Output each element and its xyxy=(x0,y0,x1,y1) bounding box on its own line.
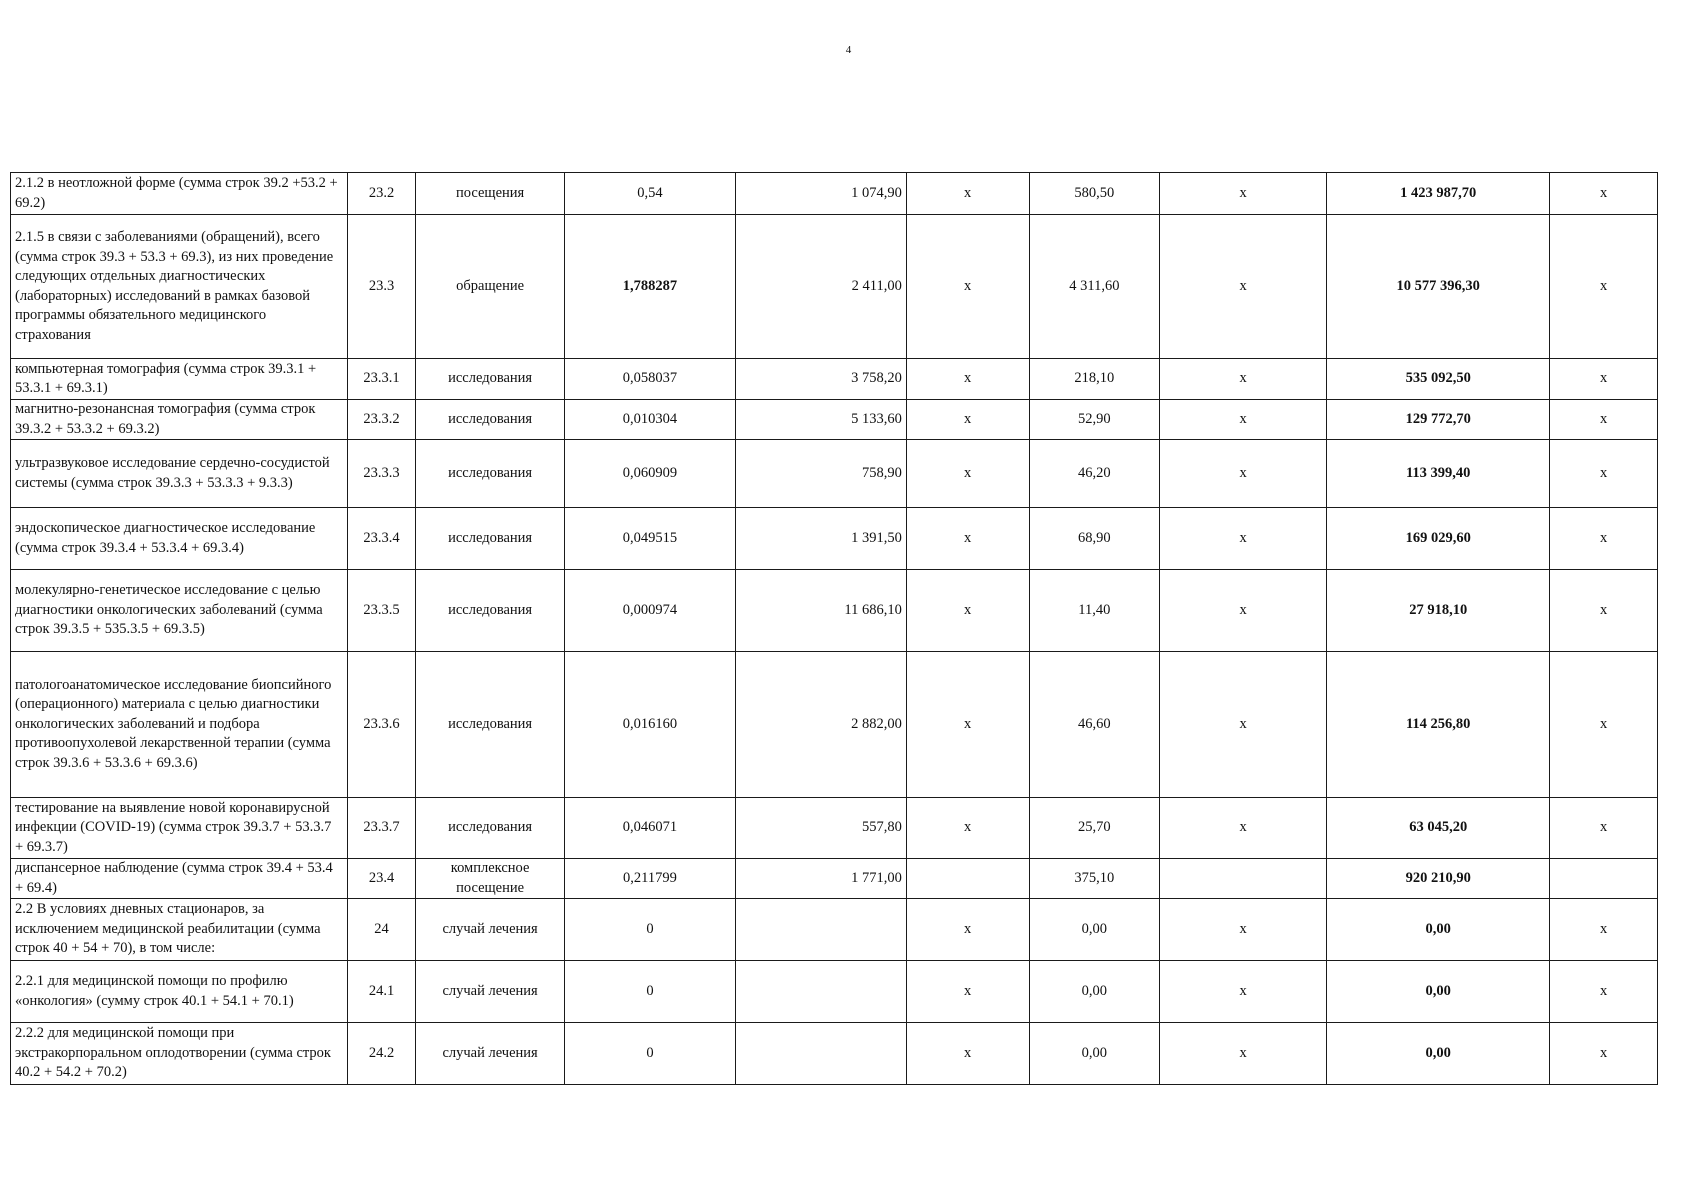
row-x-1: x xyxy=(906,508,1029,570)
row-code: 23.3.4 xyxy=(347,508,415,570)
row-cost: 758,90 xyxy=(735,440,906,508)
row-cost: 1 391,50 xyxy=(735,508,906,570)
row-name: 2.2.1 для медицинской помощи по профилю «онкология» (сумму строк 40.1 + 54.1 + 70.1) xyxy=(11,961,348,1023)
row-value: 52,90 xyxy=(1029,400,1160,440)
row-x-3: x xyxy=(1550,359,1658,400)
row-unit: исследования xyxy=(416,508,565,570)
row-x-2: x xyxy=(1160,440,1327,508)
row-norm: 0,54 xyxy=(565,173,736,215)
row-unit: исследования xyxy=(416,400,565,440)
row-norm: 0,060909 xyxy=(565,440,736,508)
table-row xyxy=(11,570,1658,652)
row-norm: 0,016160 xyxy=(565,652,736,798)
row-norm: 0,010304 xyxy=(565,400,736,440)
row-x-1: x xyxy=(906,899,1029,961)
table-row xyxy=(11,400,1658,440)
row-name: диспансерное наблюдение (сумма строк 39.4 + 53.4 + 69.4) xyxy=(11,859,348,899)
row-x-2: x xyxy=(1160,173,1327,215)
row-norm: 0,049515 xyxy=(565,508,736,570)
row-cost: 557,80 xyxy=(735,798,906,859)
row-x-3: x xyxy=(1550,1023,1658,1085)
row-unit: исследования xyxy=(416,440,565,508)
row-unit: исследования xyxy=(416,570,565,652)
row-name: 2.2.2 для медицинской помощи при экстракорпоральном оплодотворении (сумма строк 40.2 + 54.2 + 70.2) xyxy=(11,1023,348,1085)
row-x-3: x xyxy=(1550,215,1658,359)
table-row xyxy=(11,440,1658,508)
row-value: 4 311,60 xyxy=(1029,215,1160,359)
row-name: ультразвуковое исследование сердечно-сосудистой системы (сумма строк 39.3.3 + 53.3.3 + 9.3.3) xyxy=(11,440,348,508)
row-norm: 0,046071 xyxy=(565,798,736,859)
row-value: 218,10 xyxy=(1029,359,1160,400)
row-unit: исследования xyxy=(416,798,565,859)
row-x-1: x xyxy=(906,400,1029,440)
row-x-2: x xyxy=(1160,899,1327,961)
financing-table xyxy=(10,172,1658,1085)
row-unit: исследования xyxy=(416,359,565,400)
row-code: 24 xyxy=(347,899,415,961)
table-row xyxy=(11,798,1658,859)
row-sum: 0,00 xyxy=(1327,1023,1550,1085)
row-sum: 114 256,80 xyxy=(1327,652,1550,798)
row-cost: 2 411,00 xyxy=(735,215,906,359)
row-sum: 27 918,10 xyxy=(1327,570,1550,652)
row-x-1: x xyxy=(906,215,1029,359)
row-x-3: x xyxy=(1550,899,1658,961)
row-x-1 xyxy=(906,859,1029,899)
row-cost: 5 133,60 xyxy=(735,400,906,440)
row-value: 46,60 xyxy=(1029,652,1160,798)
row-sum: 113 399,40 xyxy=(1327,440,1550,508)
row-cost: 11 686,10 xyxy=(735,570,906,652)
row-x-3: x xyxy=(1550,798,1658,859)
row-code: 23.3.1 xyxy=(347,359,415,400)
row-cost: 3 758,20 xyxy=(735,359,906,400)
table-row xyxy=(11,899,1658,961)
row-sum: 169 029,60 xyxy=(1327,508,1550,570)
row-norm: 0 xyxy=(565,899,736,961)
row-x-1: x xyxy=(906,173,1029,215)
row-name: компьютерная томография (сумма строк 39.3.1 + 53.3.1 + 69.3.1) xyxy=(11,359,348,400)
row-x-2: x xyxy=(1160,652,1327,798)
row-code: 23.3.7 xyxy=(347,798,415,859)
row-norm: 0 xyxy=(565,1023,736,1085)
row-unit: посещения xyxy=(416,173,565,215)
table-row xyxy=(11,173,1658,215)
row-code: 23.2 xyxy=(347,173,415,215)
row-norm: 0,058037 xyxy=(565,359,736,400)
row-x-2: x xyxy=(1160,359,1327,400)
row-value: 25,70 xyxy=(1029,798,1160,859)
row-code: 23.3 xyxy=(347,215,415,359)
row-x-2: x xyxy=(1160,1023,1327,1085)
row-code: 23.4 xyxy=(347,859,415,899)
table-row xyxy=(11,1023,1658,1085)
table-row xyxy=(11,859,1658,899)
row-sum: 535 092,50 xyxy=(1327,359,1550,400)
row-x-2 xyxy=(1160,859,1327,899)
row-code: 23.3.6 xyxy=(347,652,415,798)
row-value: 580,50 xyxy=(1029,173,1160,215)
row-name: патологоанатомическое исследование биопсийного (операционного) материала с целью диагностики онкологических заболеваний и подбора противоопухолевой лекарственной терапии (сумма строк 39.3.6 + 53.3.6 + 69.3.6) xyxy=(11,652,348,798)
row-x-3: x xyxy=(1550,173,1658,215)
row-code: 23.3.3 xyxy=(347,440,415,508)
row-cost xyxy=(735,899,906,961)
row-x-2: x xyxy=(1160,798,1327,859)
row-unit: обращение xyxy=(416,215,565,359)
row-sum: 0,00 xyxy=(1327,961,1550,1023)
row-cost xyxy=(735,1023,906,1085)
row-norm: 1,788287 xyxy=(565,215,736,359)
table-row xyxy=(11,961,1658,1023)
row-name: 2.1.2 в неотложной форме (сумма строк 39.2 +53.2 + 69.2) xyxy=(11,173,348,215)
row-x-1: x xyxy=(906,359,1029,400)
row-code: 24.2 xyxy=(347,1023,415,1085)
table-row xyxy=(11,652,1658,798)
row-sum: 0,00 xyxy=(1327,899,1550,961)
row-x-2: x xyxy=(1160,215,1327,359)
row-code: 24.1 xyxy=(347,961,415,1023)
row-x-1: x xyxy=(906,1023,1029,1085)
table-row xyxy=(11,508,1658,570)
row-cost: 2 882,00 xyxy=(735,652,906,798)
row-value: 0,00 xyxy=(1029,899,1160,961)
row-cost: 1 771,00 xyxy=(735,859,906,899)
row-x-1: x xyxy=(906,798,1029,859)
row-x-1: x xyxy=(906,961,1029,1023)
row-unit: случай лечения xyxy=(416,961,565,1023)
row-x-2: x xyxy=(1160,961,1327,1023)
row-unit: случай лечения xyxy=(416,1023,565,1085)
row-x-3 xyxy=(1550,859,1658,899)
row-x-3: x xyxy=(1550,400,1658,440)
row-value: 68,90 xyxy=(1029,508,1160,570)
row-name: 2.1.5 в связи с заболеваниями (обращений), всего (сумма строк 39.3 + 53.3 + 69.3), из них проведение следующих отдельных диагностических (лабораторных) исследований в рамках базовой программы обязательного медицинского страхования xyxy=(11,215,348,359)
row-value: 0,00 xyxy=(1029,1023,1160,1085)
row-value: 11,40 xyxy=(1029,570,1160,652)
row-sum: 920 210,90 xyxy=(1327,859,1550,899)
row-name: молекулярно-генетическое исследование с целью диагностики онкологических заболеваний (сумма строк 39.3.5 + 535.3.5 + 69.3.5) xyxy=(11,570,348,652)
row-x-3: x xyxy=(1550,570,1658,652)
row-name: 2.2 В условиях дневных стационаров, за исключением медицинской реабилитации (сумма строк 40 + 54 + 70), в том числе: xyxy=(11,899,348,961)
row-cost xyxy=(735,961,906,1023)
row-x-3: x xyxy=(1550,961,1658,1023)
row-sum: 1 423 987,70 xyxy=(1327,173,1550,215)
row-unit: случай лечения xyxy=(416,899,565,961)
row-unit: исследования xyxy=(416,652,565,798)
row-sum: 129 772,70 xyxy=(1327,400,1550,440)
row-x-3: x xyxy=(1550,652,1658,798)
row-value: 46,20 xyxy=(1029,440,1160,508)
row-name: тестирование на выявление новой коронавирусной инфекции (COVID-19) (сумма строк 39.3.7 + 53.3.7 + 69.3.7) xyxy=(11,798,348,859)
row-x-1: x xyxy=(906,652,1029,798)
row-sum: 63 045,20 xyxy=(1327,798,1550,859)
table-row xyxy=(11,359,1658,400)
row-x-2: x xyxy=(1160,570,1327,652)
row-value: 375,10 xyxy=(1029,859,1160,899)
row-norm: 0,000974 xyxy=(565,570,736,652)
row-x-3: x xyxy=(1550,440,1658,508)
row-code: 23.3.2 xyxy=(347,400,415,440)
table-row xyxy=(11,215,1658,359)
page-number: 4 xyxy=(845,44,852,56)
row-x-2: x xyxy=(1160,508,1327,570)
row-sum: 10 577 396,30 xyxy=(1327,215,1550,359)
row-x-2: x xyxy=(1160,400,1327,440)
row-x-1: x xyxy=(906,570,1029,652)
row-norm: 0,211799 xyxy=(565,859,736,899)
row-value: 0,00 xyxy=(1029,961,1160,1023)
row-x-1: x xyxy=(906,440,1029,508)
row-code: 23.3.5 xyxy=(347,570,415,652)
table-body xyxy=(11,173,1658,1085)
row-name: эндоскопическое диагностическое исследование (сумма строк 39.3.4 + 53.3.4 + 69.3.4) xyxy=(11,508,348,570)
row-unit: комплексное посещение xyxy=(416,859,565,899)
row-name: магнитно-резонансная томография (сумма строк 39.3.2 + 53.3.2 + 69.3.2) xyxy=(11,400,348,440)
row-x-3: x xyxy=(1550,508,1658,570)
row-norm: 0 xyxy=(565,961,736,1023)
row-cost: 1 074,90 xyxy=(735,173,906,215)
